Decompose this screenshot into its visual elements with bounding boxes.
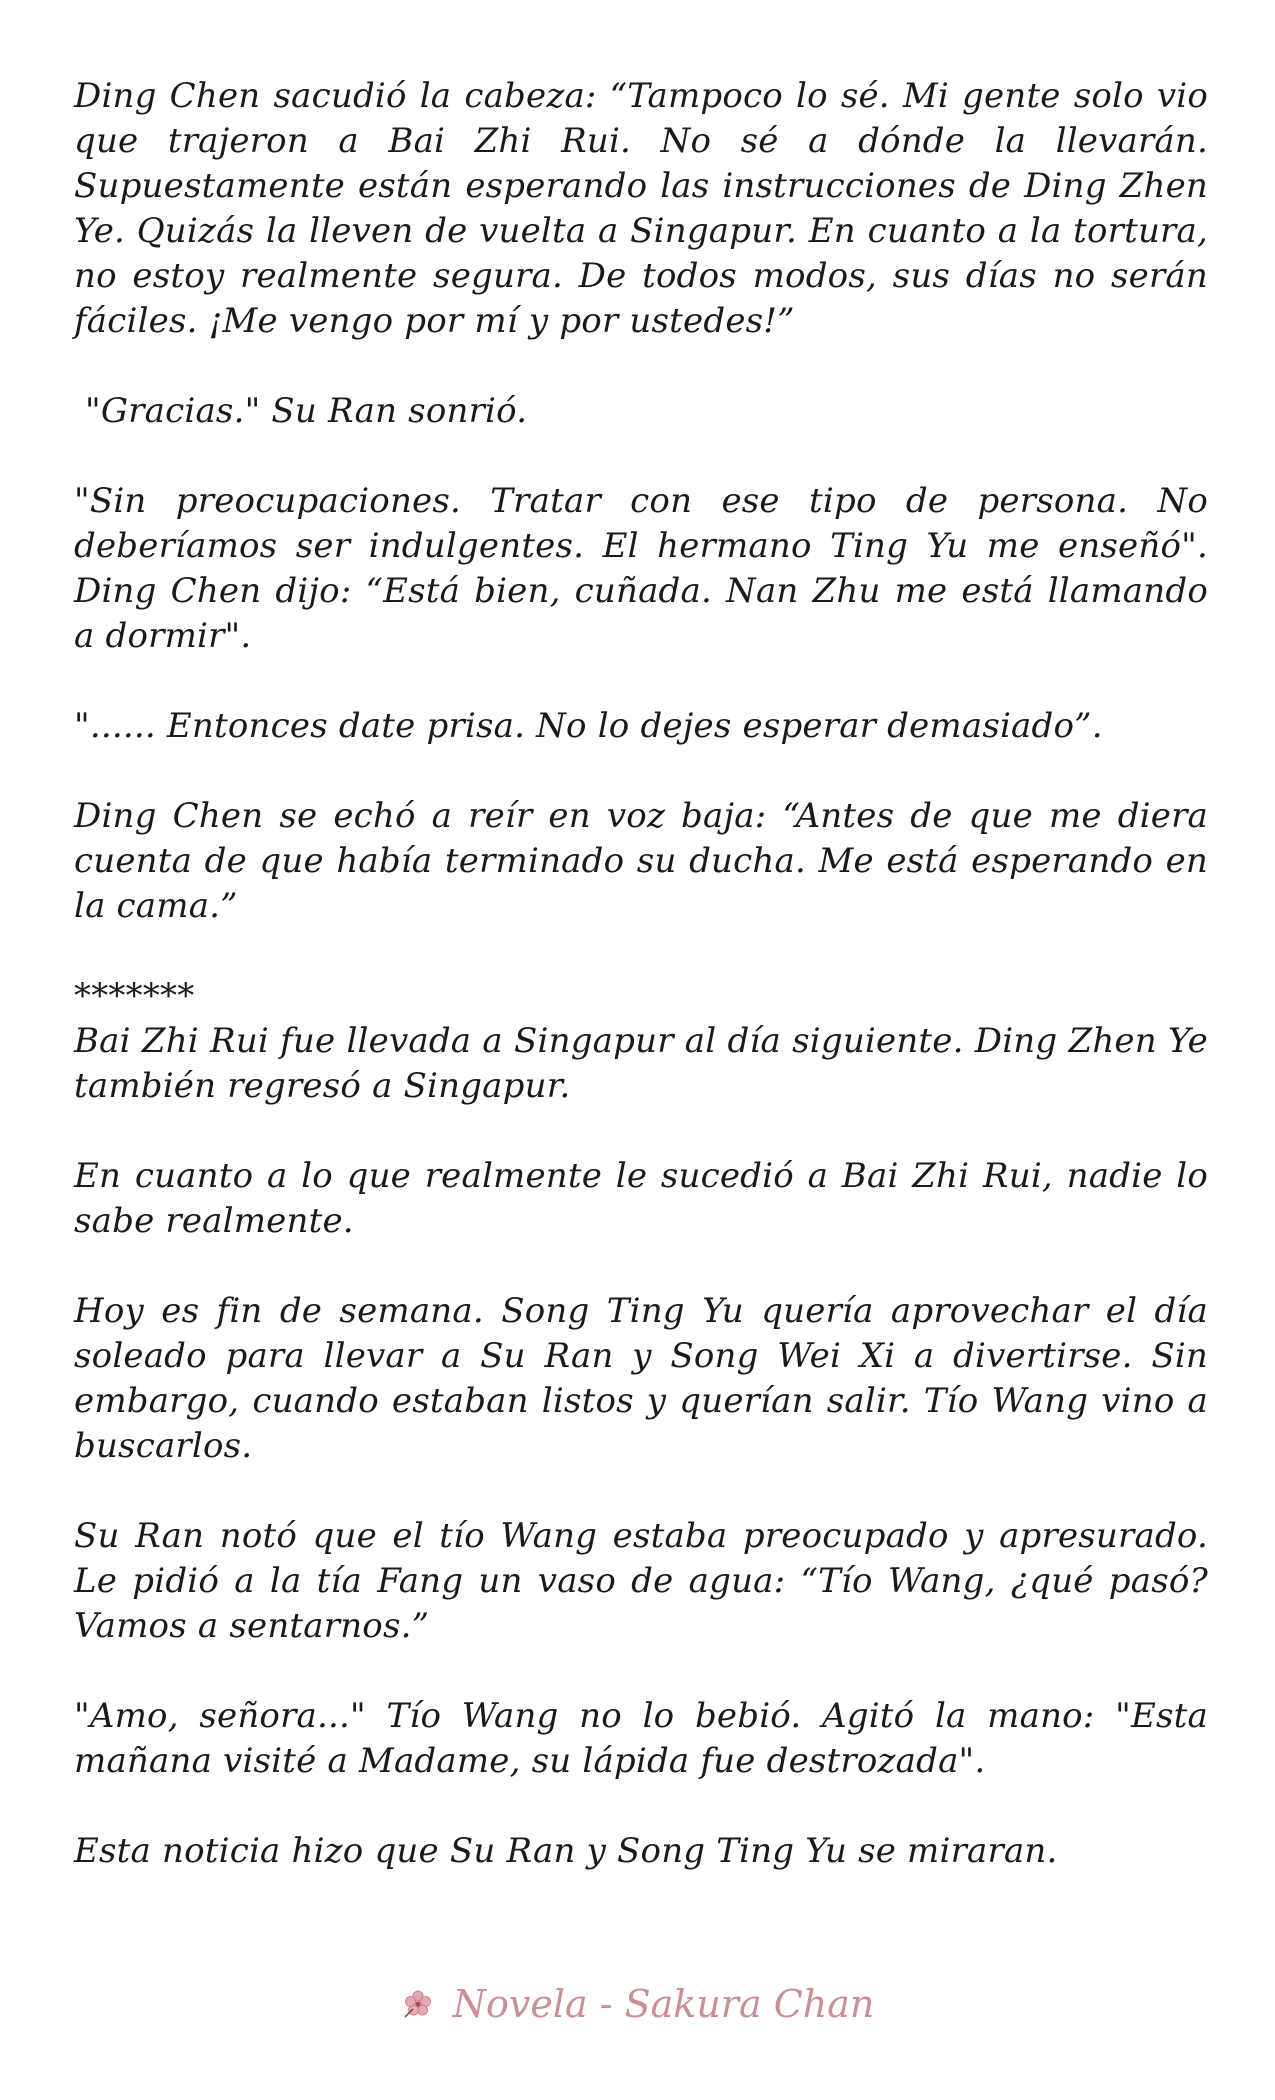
- sakura-flower-icon: [401, 1986, 435, 2030]
- paragraph-11: Esta noticia hizo que Su Ran y Song Ting Yu se miraran.: [74, 1831, 1058, 1871]
- document-page: [74, 74, 1208, 1919]
- paragraph-9: Su Ran notó que el tío Wang estaba preocupado y apresurado. Le pidió a la tía Fang un vaso de agua: “Tío Wang, ¿qué pasó? Vamos a sentarnos.”: [74, 1516, 1208, 1646]
- paragraph-2: "Gracias." Su Ran sonrió.: [74, 391, 528, 431]
- paragraph-3: "Sin preocupaciones. Tratar con ese tipo de persona. No deberíamos ser indulgentes. El hermano Ting Yu me enseñó". Ding Chen dijo: “Está bien, cuñada. Nan Zhu me está llamando a dormir".: [74, 481, 1208, 656]
- paragraph-6: Bai Zhi Rui fue llevada a Singapur al día siguiente. Ding Zhen Ye también regresó a Singapur.: [74, 1021, 1208, 1106]
- paragraph-4: "...... Entonces date prisa. No lo dejes esperar demasiado”.: [74, 706, 1103, 746]
- footer-text: Novela - Sakura Chan: [452, 1982, 875, 2026]
- watermark-footer: [0, 1982, 1275, 2030]
- paragraph-5: Ding Chen se echó a reír en voz baja: “Antes de que me diera cuenta de que había terminado su ducha. Me está esperando en la cama.”: [74, 796, 1208, 926]
- scene-break: *******: [74, 976, 195, 1016]
- paragraph-1: Ding Chen sacudió la cabeza: “Tampoco lo sé. Mi gente solo vio que trajeron a Bai Zhi Rui. No sé a dónde la llevarán. Supuestamente están esperando las instrucciones de Ding Zhen Ye. Quizás la lleven de vuelta a Singapur. En cuanto a la tortura, no estoy realmente segura. De todos modos, sus días no serán fáciles. ¡Me vengo por mí y por ustedes!”: [74, 76, 1208, 341]
- paragraph-7: En cuanto a lo que realmente le sucedió a Bai Zhi Rui, nadie lo sabe realmente.: [74, 1156, 1208, 1241]
- paragraph-8: Hoy es fin de semana. Song Ting Yu quería aprovechar el día soleado para llevar a Su Ran y Song Wei Xi a divertirse. Sin embargo, cuando estaban listos y querían salir. Tío Wang vino a buscarlos.: [74, 1291, 1208, 1466]
- paragraph-10: "Amo, señora..." Tío Wang no lo bebió. Agitó la mano: "Esta mañana visité a Madame, su lápida fue destrozada".: [74, 1696, 1208, 1781]
